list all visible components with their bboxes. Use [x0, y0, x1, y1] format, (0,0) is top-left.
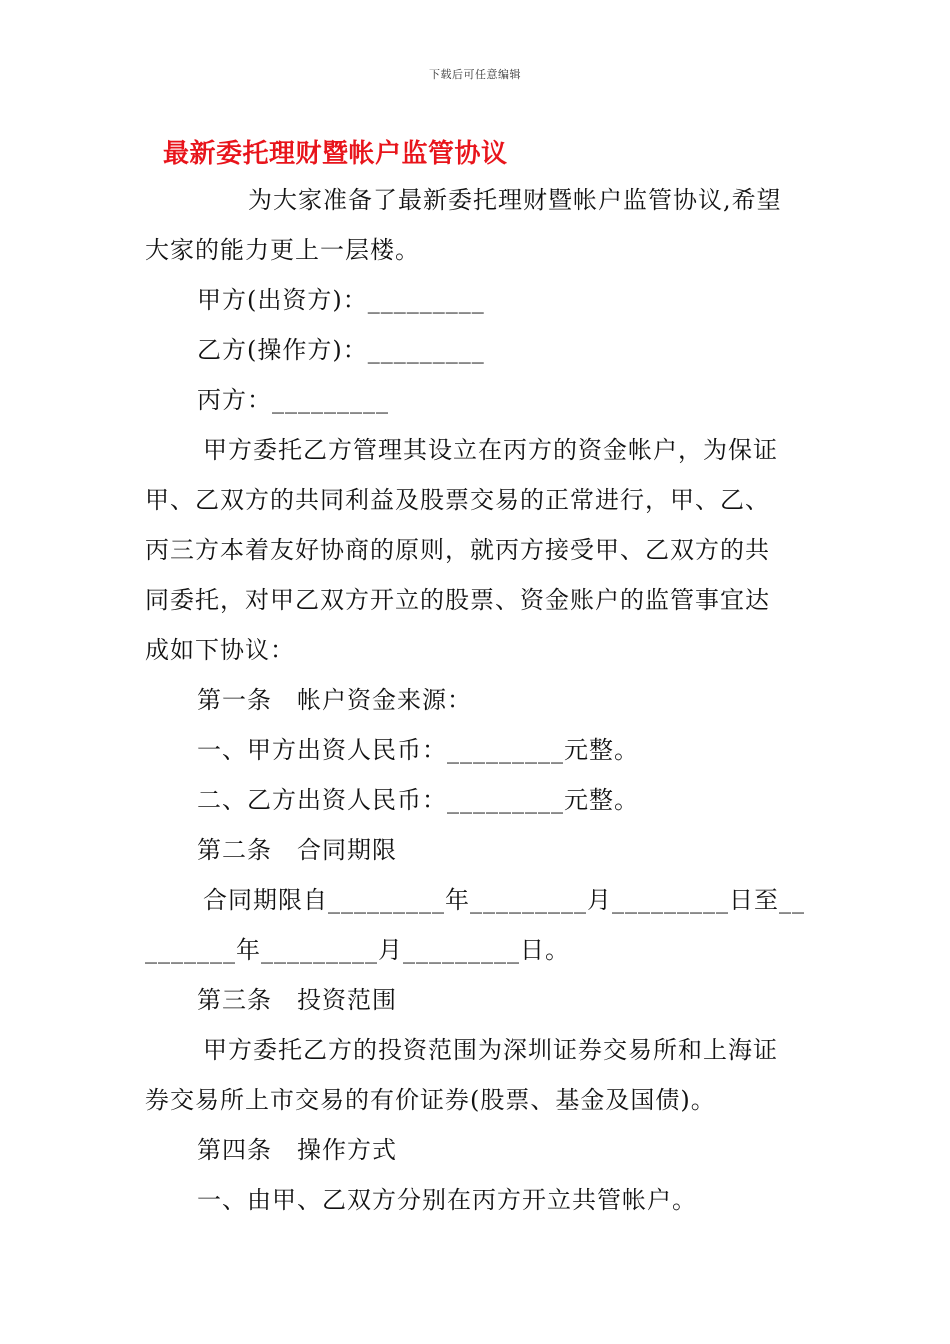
preamble-line-4: 同委托，对甲乙双方开立的股票、资金账户的监管事宜达 — [145, 586, 770, 614]
preamble-line-2: 甲、乙双方的共同利益及股票交易的正常进行，甲、乙、 — [145, 486, 770, 514]
party-a-line: 甲方(出资方)：_________ — [197, 286, 485, 314]
party-b-line: 乙方(操作方)：_________ — [197, 336, 485, 364]
article-3-line-1: 甲方委托乙方的投资范围为深圳证券交易所和上海证 — [203, 1036, 778, 1064]
intro-line-1: 为大家准备了最新委托理财暨帐户监管协议,希望 — [248, 186, 782, 214]
article-1-item-1: 一、甲方出资人民币：_________元整。 — [197, 736, 639, 764]
article-2-line-1: 合同期限自_________年_________月_________日至__ — [203, 886, 805, 914]
preamble-line-5: 成如下协议： — [145, 636, 295, 664]
preamble-line-1: 甲方委托乙方管理其设立在丙方的资金帐户，为保证 — [203, 436, 778, 464]
article-1-item-2: 二、乙方出资人民币：_________元整。 — [197, 786, 639, 814]
header-note: 下载后可任意编辑 — [429, 68, 521, 81]
intro-line-2: 大家的能力更上一层楼。 — [145, 236, 420, 264]
article-4-heading: 第四条 操作方式 — [197, 1136, 397, 1164]
article-2-line-2: _______年_________月_________日。 — [145, 936, 570, 964]
article-3-line-2: 券交易所上市交易的有价证券(股票、基金及国债)。 — [145, 1086, 716, 1114]
article-3-heading: 第三条 投资范围 — [197, 986, 397, 1014]
preamble-line-3: 丙三方本着友好协商的原则，就丙方接受甲、乙双方的共 — [145, 536, 770, 564]
article-1-heading: 第一条 帐户资金来源： — [197, 686, 472, 714]
party-c-line: 丙方：_________ — [197, 386, 389, 414]
article-2-heading: 第二条 合同期限 — [197, 836, 397, 864]
article-4-item-1: 一、由甲、乙双方分别在丙方开立共管帐户。 — [197, 1186, 697, 1214]
document-title: 最新委托理财暨帐户监管协议 — [163, 139, 508, 169]
